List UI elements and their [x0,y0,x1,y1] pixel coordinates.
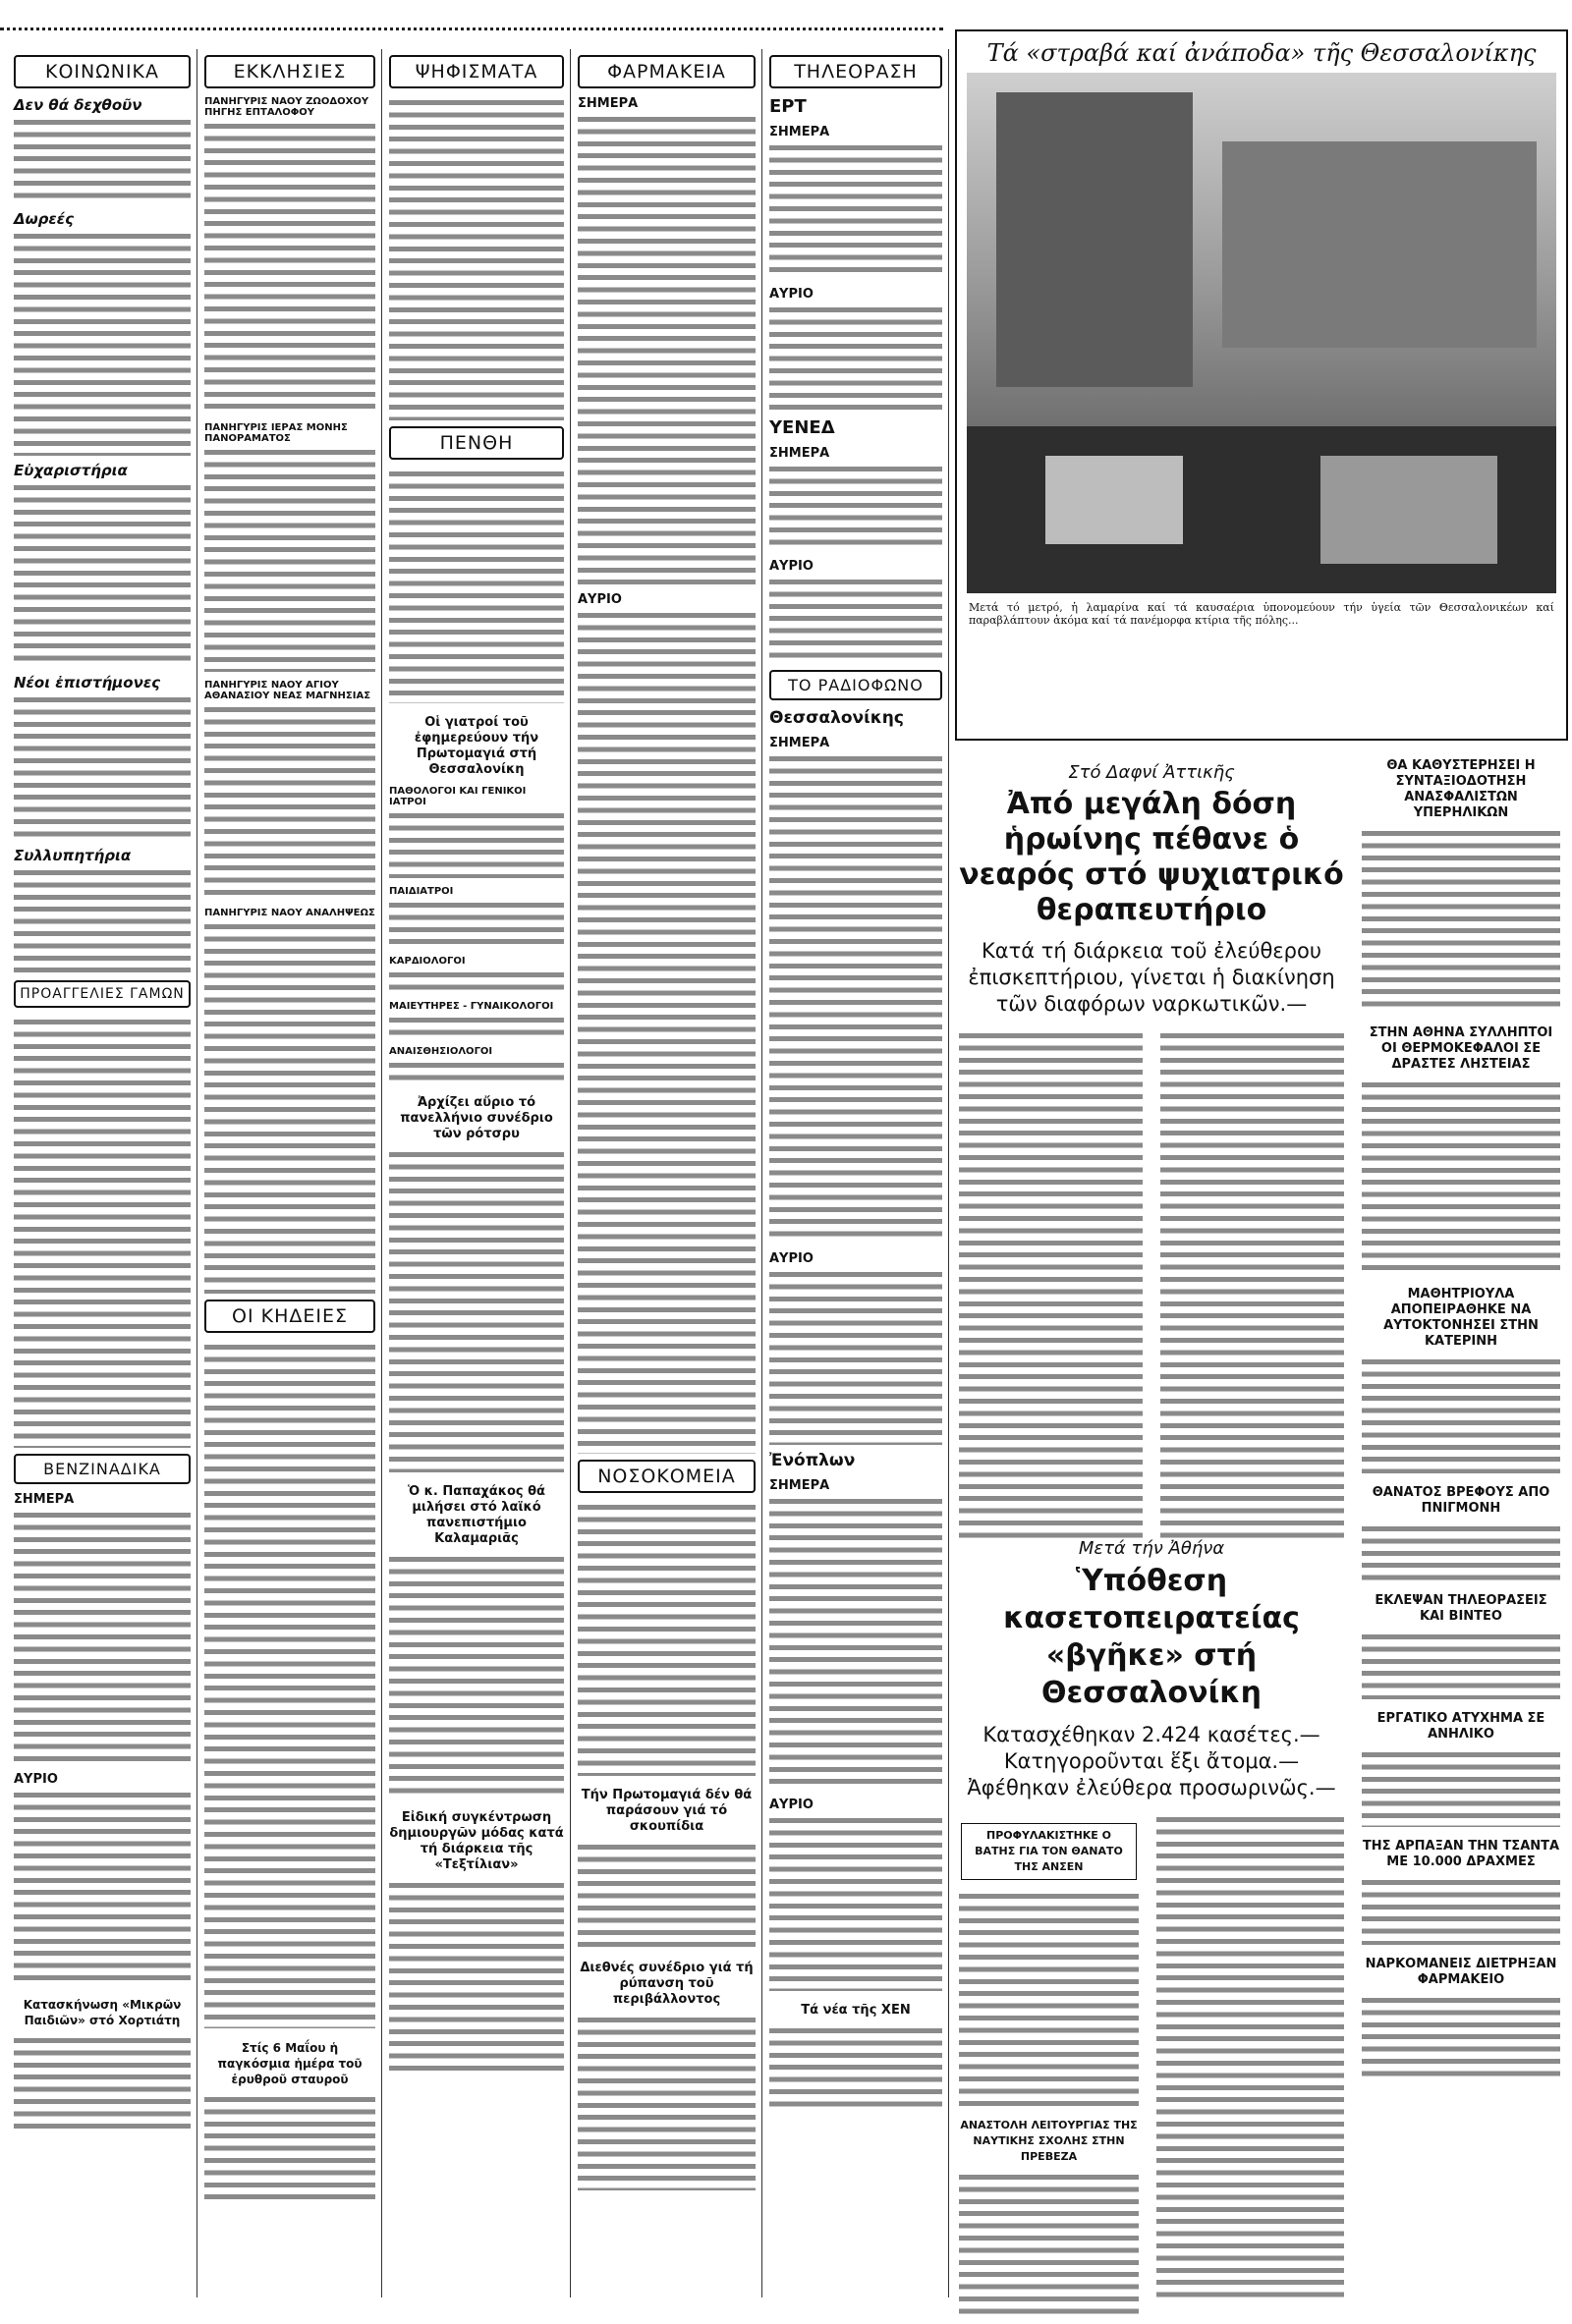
body-text [769,141,942,279]
body-text [769,1495,942,1790]
body-text [578,1841,756,1949]
article-heading: Κατασκήνωση «Μικρῶν Παιδιῶν» στό Χορτιάτη [23,1998,182,2027]
body-text [1362,827,1560,1014]
subheading: ΠΑΝΗΓΥΡΙΣ ΙΕΡΑΣ ΜΟΝΗΣ ΠΑΝΟΡΑΜΑΤΟΣ [204,422,348,444]
subheading: ΣΗΜΕΡΑ [769,125,830,139]
channel-name: ΕΡΤ [769,96,807,117]
subheading: ΜΑΙΕΥΤΗΡΕΣ - ΓΥΝΑΙΚΟΛΟΓΟΙ [389,1001,554,1012]
body-text [769,1814,942,1991]
article-heading: Διεθνές συνέδριο γιά τή ρύπανση τοῦ περιβάλλοντος [580,1961,754,2007]
subheading: ΠΑΝΗΓΥΡΙΣ ΝΑΟΥ ΑΓΙΟΥ ΑΘΑΝΑΣΙΟΥ ΝΕΑΣ ΜΑΓΝΗΣΙΑΣ [204,680,371,701]
article-heading: ΑΝΑΣΤΟΛΗ ΛΕΙΤΟΥΡΓΙΑΣ ΤΗΣ ΝΑΥΤΙΚΗΣ ΣΧΟΛΗΣ ΣΤΗΝ ΠΡΕΒΕΖΑ [960,2119,1138,2163]
brief-heading: ΣΤΗΝ ΑΘΗΝΑ ΣΥΛΛΗΠΤΟΙ ΟΙ ΘΕΡΜΟΚΕΦΑΛΟΙ ΣΕ ΔΡΑΣΤΕΣ ΛΗΣΤΕΙΑΣ [1369,1025,1553,1072]
subheading: ΚΑΡΔΙΟΛΟΓΟΙ [389,956,466,967]
section-title: ΤΗΛΕΟΡΑΣΗ [769,55,942,88]
body-text [14,230,191,456]
body-text [204,2093,375,2201]
section-title: ΠΕΝΘΗ [389,426,564,460]
body-text [389,1148,564,1472]
body-text [1362,1631,1560,1699]
body-text [1362,1876,1560,1945]
body-text [769,1268,942,1445]
body-text [204,703,375,900]
subheading: ΣΗΜΕΡΑ [578,96,639,111]
top-border [0,28,943,36]
body-text [1160,1029,1344,1540]
briefs-sidebar [1358,747,1564,2297]
body-text [959,1029,1143,1540]
body-text [578,113,756,584]
boxed-heading: ΠΡΟΦΥΛΑΚΙΣΤΗΚΕ Ο ΒΑΤΗΣ ΓΙΑ ΤΟΝ ΘΑΝΑΤΟ ΤΗΣ ΑΝΣΕΝ [961,1823,1137,1880]
subheading: ΑΥΡΙΟ [769,1251,814,1266]
section-title: ΒΕΝΖΙΝΑΔΙΚΑ [14,1454,191,1484]
body-text [204,1341,375,2028]
subheading: ΠΑΙΔΙΑΤΡΟΙ [389,886,454,897]
body-text [578,609,756,1454]
subheading: ΣΗΜΕΡΑ [769,446,830,461]
section-title: ΤΟ ΡΑΔΙΟΦΩΝΟ [769,670,942,700]
column-rule [948,49,949,2297]
body-text [578,1501,756,1776]
body-text [14,866,191,974]
body-text [204,446,375,672]
article-heading: Ὁ κ. Παπαχάκος θά μιλήσει στό λαϊκό πανεπιστήμιο Καλαμαριᾶς [408,1484,545,1546]
column-rule [381,49,382,2297]
body-text [14,1016,191,1448]
subheading: Νέοι ἐπιστήμονες [14,674,161,692]
body-text [389,1553,564,1798]
subheading: ΠΑΘΟΛΟΓΟΙ ΚΑΙ ΓΕΝΙΚΟΙ ΙΑΤΡΟΙ [389,786,527,807]
article-heading: Οἱ γιατροί τοῦ ἐφημερεύουν τήν Πρωτομαγιά στή Θεσσαλονίκη [414,715,539,777]
channel-name: Θεσσαλονίκης [769,708,904,728]
body-text [578,2014,756,2190]
body-text [1156,1813,1344,2304]
kicker: Μετά τήν Ἀθήνα [1078,1538,1225,1559]
column-tileorasi [765,49,946,2297]
subheading: Συλλυπητήρια [14,847,132,864]
body-text [769,2024,942,2113]
deck: Κατασχέθηκαν 2.424 κασέτες.— Κατηγοροῦνται ἕξι ἄτομα.— Ἀφέθηκαν ἐλεύθερα προσωρινῶς.— [967,1723,1336,1799]
subheading: ΑΥΡΙΟ [14,1772,58,1787]
body-text [389,1879,564,2075]
article-columns [955,1029,1348,1546]
column-koinonika [10,49,195,2297]
body-text [1362,1994,1560,2082]
section-title: ΟΙ ΚΗΔΕΙΕΣ [204,1300,375,1333]
body-text [389,468,564,703]
body-text [1362,1079,1560,1275]
body-text [769,463,942,551]
photo-title: Τά «στραβά καί ἀνάποδα» τῆς Θεσσαλονίκης [986,39,1537,67]
brief-heading: ΘΑ ΚΑΘΥΣΤΕΡΗΣΕΙ Η ΣΥΝΤΑΞΙΟΔΟΤΗΣΗ ΑΝΑΣΦΑΛΙΣΤΩΝ ΥΠΕΡΗΛΙΚΩΝ [1386,758,1536,820]
body-text [389,968,564,993]
column-psifismata [385,49,568,2297]
body-text [959,1890,1139,2106]
section-title: ΚΟΙΝΩΝΙΚΑ [14,55,191,88]
article-heading: Τήν Πρωτομαγιά δέν θά παράσουν γιά τό σκουπίδια [581,1788,753,1834]
body-text [14,693,191,841]
column-ekklisies [200,49,379,2297]
subheading: Δωρεές [14,210,74,228]
channel-name: Ἐνόπλων [769,1451,856,1470]
street-photo [967,73,1556,593]
column-rule [196,49,197,2297]
body-text [389,899,564,948]
section-title: ΨΗΦΙΣΜΑΤΑ [389,55,564,88]
article-heroin [955,756,1348,1546]
brief-heading: ΜΑΘΗΤΡΙΟΥΛΑ ΑΠΟΠΕΙΡΑΘΗΚΕ ΝΑ ΑΥΤΟΚΤΟΝΗΣΕΙ ΣΤΗΝ ΚΑΤΕΡΙΝΗ [1383,1287,1539,1349]
photo-feature [955,29,1568,741]
article-columns [955,1813,1348,2324]
subheading: Δεν θά δεχθοῦν [14,96,142,114]
subheading: ΑΥΡΙΟ [769,1798,814,1812]
body-text [204,120,375,415]
subheading: ΣΗΜΕΡΑ [769,1478,830,1493]
body-text [14,2034,191,2132]
subheading: ΣΗΜΕΡΑ [14,1492,75,1507]
body-text [389,1014,564,1038]
brief-heading: ΤΗΣ ΑΡΠΑΞΑΝ ΤΗΝ ΤΣΑΝΤΑ ΜΕ 10.000 ΔΡΑΧΜΕΣ [1362,1839,1560,1869]
body-text [769,752,942,1244]
subheading: ΠΑΝΗΓΥΡΙΣ ΝΑΟΥ ΑΝΑΛΗΨΕΩΣ [204,908,375,918]
channel-name: ΥΕΝΕΔ [769,417,835,438]
body-text [389,96,564,420]
brief-heading: ΕΡΓΑΤΙΚΟ ΑΤΥΧΗΜΑ ΣΕ ΑΝΗΛΙΚΟ [1376,1711,1545,1742]
article-heading: Εἰδική συγκέντρωση δημιουργῶν μόδας κατά τή διάρκεια τῆς «Τεξτίλιαν» [389,1810,564,1872]
body-text [389,1059,564,1083]
kicker: Στό Δαφνί Ἀττικῆς [1068,762,1235,783]
body-text [1362,1748,1560,1827]
brief-heading: ΘΑΝΑΤΟΣ ΒΡΕΦΟΥΣ ΑΠΟ ΠΝΙΓΜΟΝΗ [1372,1485,1550,1516]
body-text [14,1789,191,1985]
brief-heading: ΝΑΡΚΟΜΑΝΕΙΣ ΔΙΕΤΡΗΞΑΝ ΦΑΡΜΑΚΕΙΟ [1365,1957,1557,1987]
body-text [389,809,564,878]
body-text [959,2171,1139,2318]
body-text [14,1509,191,1764]
article-heading: Ἀρχίζει αὔριο τό πανελλήνιο συνέδριο τῶν ρότσρυ [400,1095,553,1141]
brief-heading: ΕΚΛΕΨΑΝ ΤΗΛΕΟΡΑΣΕΙΣ ΚΑΙ ΒΙΝΤΕΟ [1375,1593,1547,1624]
section-title: ΕΚΚΛΗΣΙΕΣ [204,55,375,88]
column-rule [761,49,762,2297]
headline: Ὑπόθεση κασετοπειρατείας «βγῆκε» στή Θεσσαλονίκη [1003,1564,1300,1710]
photo-caption: Μετά τό μετρό, ἡ λαμαρίνα καί τά καυσαέρια ὑπονομεύουν τήν ὑγεία τῶν Θεσσαλονικέων καί παραβλάπτουν ἀκόμα καί τά πανέμορφα κτίρια τῆς πόλης... [969,601,1554,627]
column-rule [570,49,571,2297]
article-heading: Τά νέα τῆς ΧΕΝ [801,2003,911,2018]
column-farmakeia [574,49,759,2297]
section-title: ΠΡΟΑΓΓΕΛΙΕΣ ΓΑΜΩΝ [14,980,191,1008]
deck: Κατά τή διάρκεια τοῦ ἐλεύθερου ἐπισκεπτήριου, γίνεται ἡ διακίνηση τῶν διαφόρων ναρκωτικῶν.— [968,939,1335,1016]
headline: Ἀπό μεγάλη δόση ἡρωίνης πέθανε ὁ νεαρός στό ψυχιατρικό θεραπευτήριο [959,787,1344,927]
body-text [769,576,942,664]
subheading: ΑΥΡΙΟ [769,287,814,302]
subheading: ΑΝΑΙΣΘΗΣΙΟΛΟΓΟΙ [389,1046,493,1057]
body-text [204,920,375,1294]
subheading: ΣΗΜΕΡΑ [769,736,830,750]
body-text [1362,1522,1560,1581]
article-piracy [955,1532,1348,2324]
body-text [1362,1356,1560,1473]
subheading: ΑΥΡΙΟ [578,592,622,607]
subheading: Εὐχαριστήρια [14,462,128,479]
article-heading: Στίς 6 Μαΐου ἡ παγκόσμια ἡμέρα τοῦ ἐρυθροῦ σταυροῦ [217,2041,363,2086]
subheading: ΑΥΡΙΟ [769,559,814,574]
body-text [14,116,191,204]
subheading: ΠΑΝΗΓΥΡΙΣ ΝΑΟΥ ΖΩΟΔΟΧΟΥ ΠΗΓΗΣ ΕΠΤΑΛΟΦΟΥ [204,96,369,118]
section-title: ΝΟΣΟΚΟΜΕΙΑ [578,1460,756,1493]
section-title: ΦΑΡΜΑΚΕΙΑ [578,55,756,88]
body-text [769,304,942,412]
body-text [14,481,191,668]
